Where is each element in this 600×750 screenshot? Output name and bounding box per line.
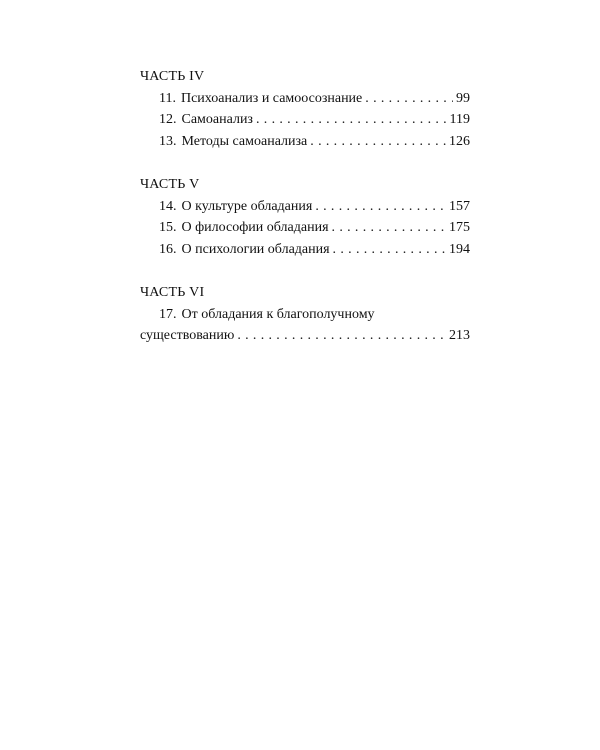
toc-entry xyxy=(140,304,470,347)
toc-entry xyxy=(140,109,470,131)
entry-page: 99 xyxy=(456,90,470,106)
entry-page: 157 xyxy=(449,198,470,214)
dot-leader xyxy=(256,109,447,131)
entry-number: 12. xyxy=(159,112,177,127)
dot-leader xyxy=(315,196,446,218)
part-title: ЧАСТЬ IV xyxy=(140,69,205,84)
entry-page: 175 xyxy=(449,220,470,235)
dot-leader xyxy=(310,131,446,153)
toc-entry xyxy=(140,239,470,261)
entry-number: 14. xyxy=(159,198,177,214)
entry-page: 194 xyxy=(449,241,470,257)
dot-leader xyxy=(365,88,453,110)
entry-page: 119 xyxy=(449,112,470,127)
entry-page: 126 xyxy=(449,133,470,149)
entry-number: 15. xyxy=(159,220,177,235)
entry-title: О психологии обладания xyxy=(181,241,330,257)
toc-entry xyxy=(140,217,470,239)
entry-number: 17. xyxy=(159,306,177,322)
entry-title: О философии обладания xyxy=(181,220,329,235)
entry-title-continued: существованию xyxy=(140,328,235,343)
entry-title-line-1 xyxy=(140,304,470,326)
entry-title: Методы самоанализа xyxy=(181,133,308,149)
part-title: ЧАСТЬ V xyxy=(140,177,200,192)
toc-entry xyxy=(140,131,470,153)
dot-leader xyxy=(333,239,446,261)
entry-title-line-2 xyxy=(140,325,470,347)
entry-title: Психоанализ и самоосознание xyxy=(180,90,363,106)
toc-part-vi xyxy=(140,282,470,347)
toc-entry xyxy=(140,88,470,110)
toc-entry xyxy=(140,196,470,218)
dot-leader xyxy=(237,325,446,347)
toc-part-v xyxy=(140,174,470,260)
part-title: ЧАСТЬ VI xyxy=(140,285,205,300)
table-of-contents xyxy=(140,66,470,369)
entry-number: 11. xyxy=(159,90,176,106)
entry-title: О культуре обладания xyxy=(181,198,313,214)
entry-title: Самоанализ xyxy=(181,112,253,127)
entry-number: 13. xyxy=(159,133,177,149)
entry-number: 16. xyxy=(159,241,177,257)
entry-page: 213 xyxy=(449,328,470,343)
dot-leader xyxy=(332,217,446,239)
toc-part-iv xyxy=(140,66,470,152)
entry-title: От обладания к благополучному xyxy=(181,306,375,322)
